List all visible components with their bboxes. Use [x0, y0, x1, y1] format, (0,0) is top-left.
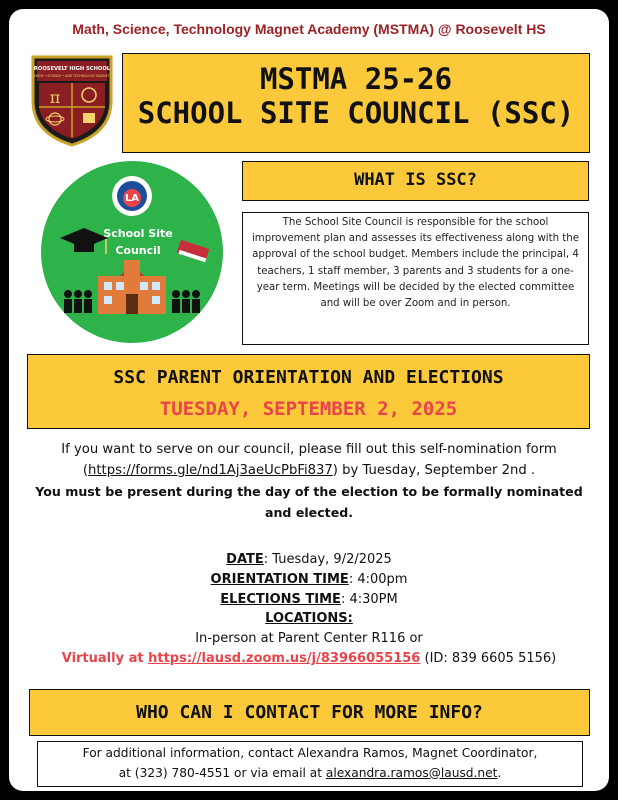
orientation-date: TUESDAY, SEPTEMBER 2, 2025 [159, 398, 458, 420]
contact-info [37, 741, 583, 787]
ssc-description: The School Site Council is responsible for the school improvement plan and assesses its effectiveness along with the approval of the school budget. Members include the principal, 4 teachers, 1 staff member, 3 parents and 3 students for a one-year term. Meetings will be decided by the elected committee and will be over Zoom and in person. [242, 212, 589, 345]
nomination-requirement: You must be present during the day of the election to be formally nominated and elected. [35, 484, 583, 520]
nomination-section [29, 439, 589, 523]
title-line-1: MSTMA 25-26 [259, 62, 453, 96]
elections-time-row: ELECTIONS TIME: 4:30PM [220, 591, 398, 607]
locations-label: LOCATIONS: [265, 611, 353, 627]
what-is-ssc-heading: WHAT IS SSC? [242, 161, 589, 201]
zoom-link[interactable]: https://lausd.zoom.us/j/83966055156 [148, 650, 421, 666]
date-row: DATE: Tuesday, 9/2/2025 [226, 552, 392, 567]
school-site-council-logo [40, 160, 224, 344]
logo-label-line1: School Site [103, 227, 173, 240]
pi-symbol-icon: π [49, 88, 61, 107]
logo-label-line2: Council [115, 244, 161, 257]
email-link[interactable]: alexandra.ramos@lausd.net [325, 765, 498, 780]
flyer-page [9, 9, 609, 791]
title-banner [122, 53, 590, 153]
contact-heading: WHO CAN I CONTACT FOR MORE INFO? [29, 689, 590, 736]
crest-sub-text: MATH • SCIENCE • AND TECHNOLOGY MAGNET [34, 74, 110, 78]
seal-text: LA [124, 193, 140, 204]
in-person-location: In-person at Parent Center R116 or [195, 631, 423, 647]
school-crest-logo [29, 51, 115, 147]
academy-header: Math, Science, Technology Magnet Academy (MSTMA) @ Roosevelt HS [72, 21, 546, 37]
orientation-banner [27, 354, 590, 429]
contact-line-2: at (323) 780-4551 or via email at alexandra.ramos@lausd.net. [118, 765, 502, 780]
nomination-intro: If you want to serve on our council, please fill out this self-nomination form (https://forms.gle/nd1Aj3aeUcPbFi837) by Tuesday, September 2nd . [61, 442, 557, 478]
nomination-form-link[interactable]: https://forms.gle/nd1Aj3aeUcPbFi837 [88, 463, 333, 478]
event-details [29, 550, 589, 669]
virtual-location: Virtually at https://lausd.zoom.us/j/83966055156 (ID: 839 6605 5156) [61, 650, 557, 666]
contact-line-1: For additional information, contact Alexandra Ramos, Magnet Coordinator, [82, 746, 538, 760]
gear-icon [83, 113, 95, 123]
title-line-2: SCHOOL SITE COUNCIL (SSC) [137, 96, 575, 130]
orientation-title: SSC PARENT ORIENTATION AND ELECTIONS [113, 367, 504, 388]
crest-top-text: ROOSEVELT HIGH SCHOOL [33, 66, 111, 72]
orientation-time-row: ORIENTATION TIME: 4:00pm [210, 571, 408, 587]
